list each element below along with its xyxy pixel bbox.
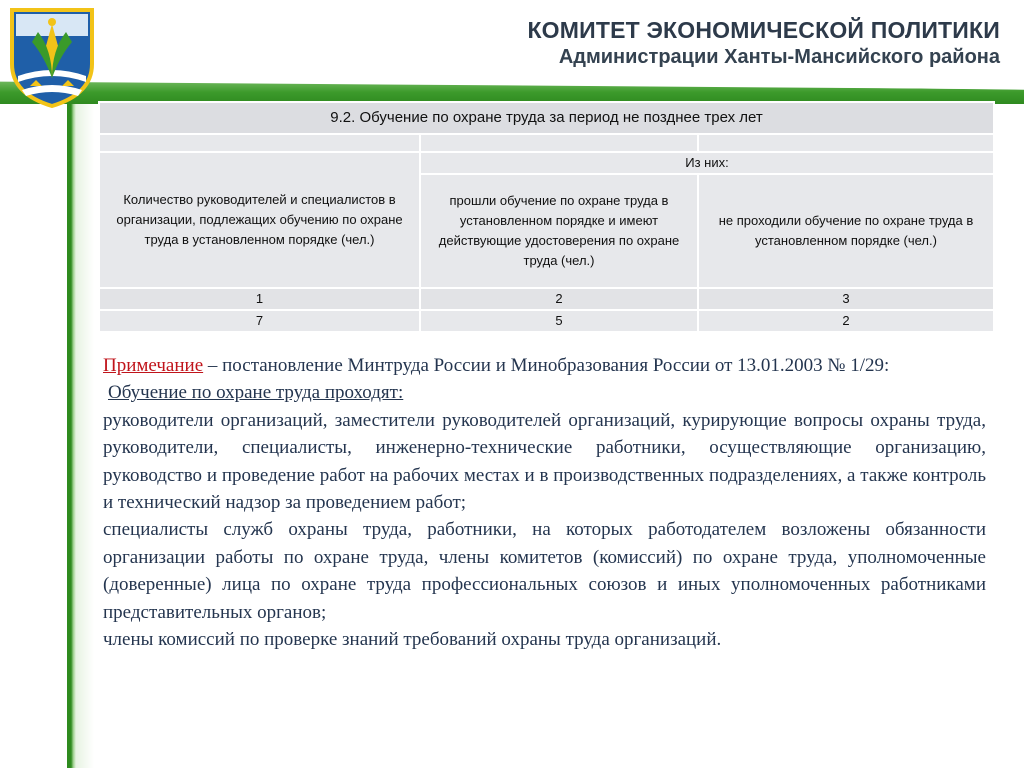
- table-spacer-row: [99, 134, 994, 152]
- coat-of-arms-icon: [8, 6, 96, 108]
- note-block: [103, 352, 986, 653]
- column-number-row: [99, 288, 994, 310]
- note-intro: [103, 352, 986, 379]
- note-intro-text: – постановление Минтруда России и Минобразования России от 13.01.2003 № 1/29:: [203, 355, 890, 376]
- header-total-managers: Количество руководителей и специалистов в организации, подлежащих обучению по охране труда в установленном порядке (чел.): [99, 152, 420, 288]
- left-decorative-stripe: [67, 98, 76, 768]
- note-paragraph: члены комиссий по проверке знаний требований охраны труда организаций.: [103, 629, 722, 651]
- note-paragraph: руководители организаций, заместители руководителей организаций, курирующие вопросы охраны труда, руководители, специалисты, инженерно-технические работники, осуществляющие организацию, руководство и проведение работ на рабочих местах и в производственных подразделениях, а также контроль и технический надзор за проведением работ;: [103, 409, 986, 514]
- column-number: 3: [698, 288, 994, 310]
- value-total: 7: [99, 310, 420, 332]
- note-subheading: Обучение по охране труда проходят:: [108, 382, 404, 404]
- left-stripe-glow: [76, 98, 94, 768]
- header-not-trained: не проходили обучение по охране труда в установленном порядке (чел.): [698, 174, 994, 288]
- org-title-line1: КОМИТЕТ ЭКОНОМИЧЕСКОЙ ПОЛИТИКИ: [527, 17, 1000, 43]
- value-not-trained: 2: [698, 310, 994, 332]
- table-row: [99, 310, 994, 332]
- note-paragraph: специалисты служб охраны труда, работники, на которых работодателем возложены обязанности организации работы по охране труда, члены комитетов (комиссий) по охране труда, уполномоченные (доверенные) лица по охране труда профессиональных союзов и иных уполномоченных работниками представительных органов;: [103, 519, 986, 623]
- org-title-line2: Администрации Ханты-Мансийского района: [558, 46, 1000, 68]
- note-label: Примечание: [103, 355, 204, 376]
- training-table: [98, 101, 995, 333]
- organization-title: [527, 16, 1000, 70]
- column-number: 2: [420, 288, 698, 310]
- column-number: 1: [99, 288, 420, 310]
- header-trained-certified: прошли обучение по охране труда в установленном порядке и имеют действующие удостоверения по охране труда (чел.): [420, 174, 698, 288]
- note-subheading-line: [103, 379, 986, 406]
- value-trained: 5: [420, 310, 698, 332]
- table-title: 9.2. Обучение по охране труда за период не позднее трех лет: [99, 102, 994, 134]
- header-of-them: Из них:: [420, 152, 994, 174]
